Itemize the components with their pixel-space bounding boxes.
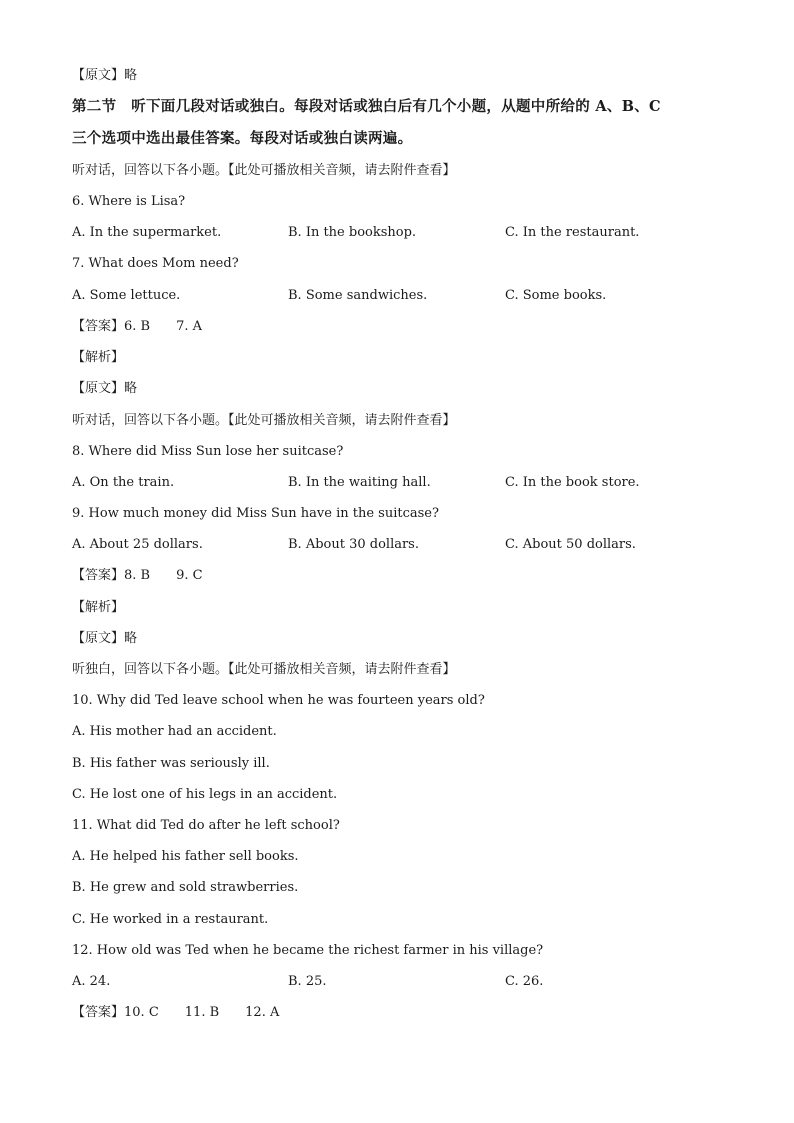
question-10: 10. Why did Ted leave school when he was fourteen years old? (72, 693, 485, 708)
answer-8: 8. B (124, 568, 151, 583)
answer-row-1 (72, 318, 202, 336)
q7-option-b: B. Some sandwiches. (288, 288, 428, 303)
q11-option-c: C. He worked in a restaurant. (72, 912, 269, 927)
q12-option-c: C. 26. (505, 974, 544, 989)
q7-option-c: C. Some books. (505, 288, 607, 303)
question-12: 12. How old was Ted when he became the richest farmer in his village? (72, 943, 544, 958)
q12-option-b: B. 25. (288, 974, 327, 989)
answer-tag: 【答案】 (72, 319, 125, 334)
section-heading-line2: 三个选项中选出最佳答案。每段对话或独白读两遍。 (72, 130, 413, 147)
answer-tag: 【答案】 (72, 568, 125, 583)
q6-option-b: B. In the bookshop. (288, 225, 417, 240)
analysis-tag-1: 【解析】 (72, 350, 125, 365)
dialog2-instruction: 听对话，回答以下各小题。【此处可播放相关音频，请去附件查看】 (72, 413, 456, 428)
monologue-instruction: 听独白，回答以下各小题。【此处可播放相关音频，请去附件查看】 (72, 662, 456, 677)
q8-option-c: C. In the book store. (505, 475, 640, 490)
analysis-tag-2: 【解析】 (72, 600, 125, 615)
q9-option-a: A. About 25 dollars. (72, 537, 203, 552)
q10-option-b: B. His father was seriously ill. (72, 756, 270, 771)
question-8: 8. Where did Miss Sun lose her suitcase? (72, 444, 344, 459)
question-7: 7. What does Mom need? (72, 256, 239, 271)
answer-row-2 (72, 567, 203, 585)
answer-9: 9. C (176, 568, 203, 583)
q10-option-c: C. He lost one of his legs in an accident. (72, 787, 338, 802)
question-9: 9. How much money did Miss Sun have in the suitcase? (72, 506, 439, 521)
q11-option-b: B. He grew and sold strawberries. (72, 880, 299, 895)
q10-option-a: A. His mother had an accident. (72, 724, 277, 739)
original-text-omitted: 【原文】略 (72, 68, 138, 83)
dialog1-instruction: 听对话，回答以下各小题。【此处可播放相关音频，请去附件查看】 (72, 163, 456, 178)
answer-7: 7. A (176, 319, 203, 334)
q8-option-a: A. On the train. (72, 475, 175, 490)
section-heading-line1: 第二节 听下面几段对话或独白。每段对话或独白后有几个小题，从题中所给的 A、B、C (72, 98, 661, 115)
question-11: 11. What did Ted do after he left school? (72, 818, 340, 833)
q9-option-c: C. About 50 dollars. (505, 537, 636, 552)
q9-option-b: B. About 30 dollars. (288, 537, 419, 552)
question-6: 6. Where is Lisa? (72, 194, 186, 209)
answer-6: 6. B (124, 319, 151, 334)
answer-row-3 (72, 1004, 279, 1022)
answer-11: 11. B (184, 1005, 220, 1020)
q6-option-a: A. In the supermarket. (72, 225, 222, 240)
q6-option-c: C. In the restaurant. (505, 225, 640, 240)
answer-10: 10. C (124, 1005, 159, 1020)
answer-tag: 【答案】 (72, 1005, 125, 1020)
original-text-omitted-1: 【原文】略 (72, 381, 138, 396)
original-text-omitted-2: 【原文】略 (72, 631, 138, 646)
q8-option-b: B. In the waiting hall. (288, 475, 431, 490)
q7-option-a: A. Some lettuce. (72, 288, 181, 303)
q12-option-a: A. 24. (72, 974, 111, 989)
answer-12: 12. A (245, 1005, 280, 1020)
q11-option-a: A. He helped his father sell books. (72, 849, 299, 864)
